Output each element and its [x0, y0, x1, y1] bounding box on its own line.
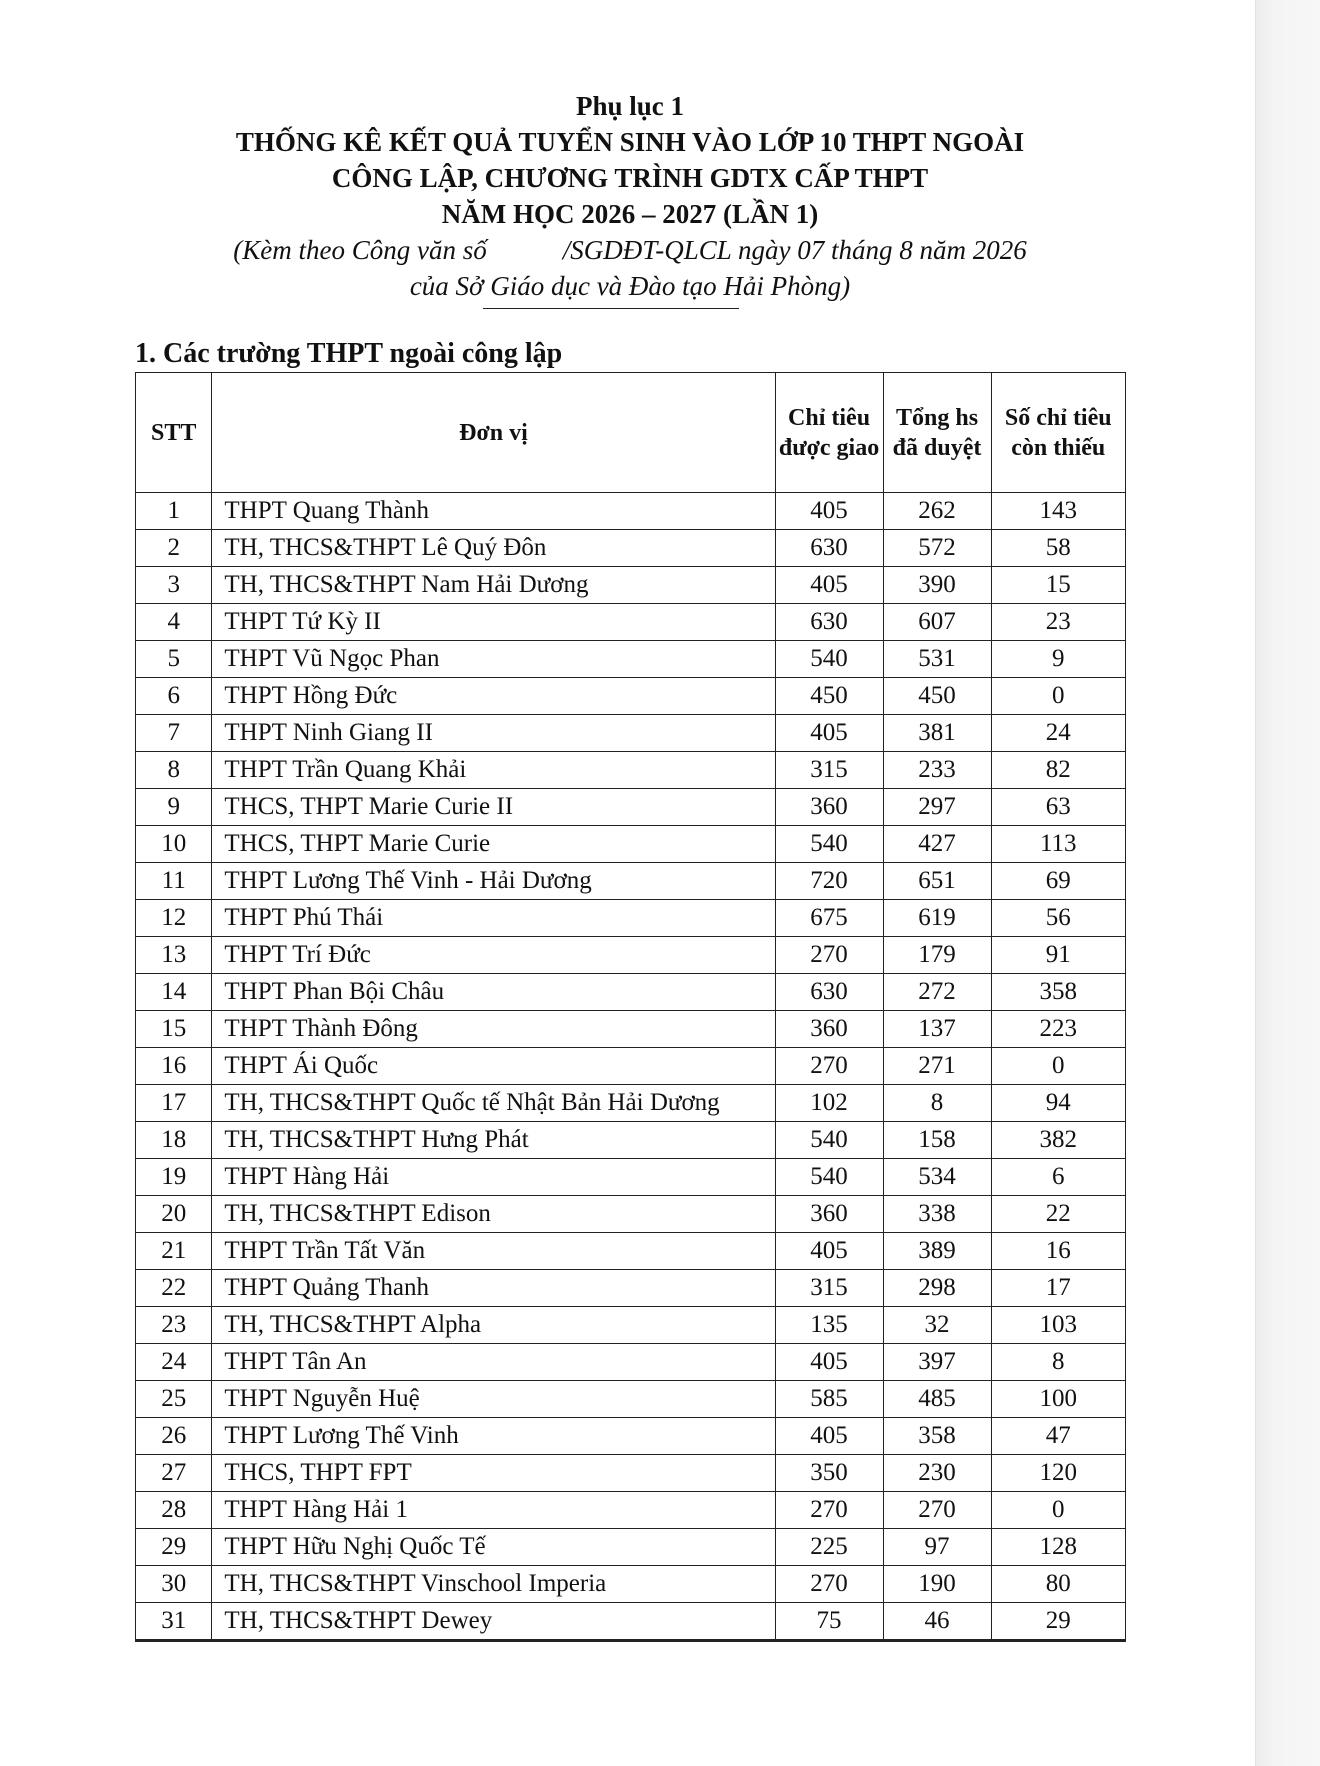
cell-total: 262: [883, 493, 991, 530]
cell-quota: 450: [775, 678, 883, 715]
cell-stt: 1: [136, 493, 212, 530]
cell-missing: 382: [991, 1122, 1125, 1159]
cell-total: 271: [883, 1048, 991, 1085]
cell-missing: 103: [991, 1307, 1125, 1344]
cell-stt: 8: [136, 752, 212, 789]
cell-missing: 100: [991, 1381, 1125, 1418]
cell-unit-name: THPT Hàng Hải 1: [212, 1492, 775, 1529]
cell-quota: 540: [775, 1122, 883, 1159]
cell-stt: 7: [136, 715, 212, 752]
reference-suffix: /SGDĐT-QLCL ngày 07 tháng 8 năm 2026: [562, 235, 1027, 265]
cell-quota: 315: [775, 1270, 883, 1307]
cell-total: 534: [883, 1159, 991, 1196]
cell-stt: 31: [136, 1603, 212, 1641]
cell-total: 607: [883, 604, 991, 641]
page-edge-shadow: [1255, 0, 1320, 1766]
cell-total: 46: [883, 1603, 991, 1641]
cell-missing: 22: [991, 1196, 1125, 1233]
reference-line-2: của Sở Giáo dục và Đào tạo Hải Phòng): [409, 271, 851, 301]
cell-quota: 270: [775, 937, 883, 974]
table-row: [136, 678, 1126, 715]
cell-unit-name: THPT Phú Thái: [212, 900, 775, 937]
cell-missing: 17: [991, 1270, 1125, 1307]
cell-unit-name: THPT Tứ Kỳ II: [212, 604, 775, 641]
cell-stt: 15: [136, 1011, 212, 1048]
cell-missing: 358: [991, 974, 1125, 1011]
cell-missing: 16: [991, 1233, 1125, 1270]
table-row: [136, 1455, 1126, 1492]
cell-unit-name: THPT Hữu Nghị Quốc Tế: [212, 1529, 775, 1566]
cell-stt: 14: [136, 974, 212, 1011]
cell-stt: 11: [136, 863, 212, 900]
cell-total: 158: [883, 1122, 991, 1159]
cell-stt: 25: [136, 1381, 212, 1418]
cell-stt: 28: [136, 1492, 212, 1529]
table-row: [136, 789, 1126, 826]
reference-line-1: [130, 232, 1130, 268]
cell-total: 572: [883, 530, 991, 567]
cell-unit-name: THPT Trần Tất Văn: [212, 1233, 775, 1270]
cell-total: 390: [883, 567, 991, 604]
cell-stt: 24: [136, 1344, 212, 1381]
cell-total: 272: [883, 974, 991, 1011]
cell-missing: 113: [991, 826, 1125, 863]
cell-total: 179: [883, 937, 991, 974]
header-total: Tổng hs đã duyệt: [883, 373, 991, 493]
cell-total: 619: [883, 900, 991, 937]
table-row: [136, 604, 1126, 641]
cell-missing: 63: [991, 789, 1125, 826]
title-line-1: THỐNG KÊ KẾT QUẢ TUYỂN SINH VÀO LỚP 10 THPT NGOÀI: [235, 127, 1025, 157]
cell-quota: 270: [775, 1566, 883, 1603]
table-row: [136, 1344, 1126, 1381]
cell-stt: 2: [136, 530, 212, 567]
cell-quota: 360: [775, 1196, 883, 1233]
table-row: [136, 1603, 1126, 1641]
cell-unit-name: THPT Thành Đông: [212, 1011, 775, 1048]
cell-missing: 56: [991, 900, 1125, 937]
cell-missing: 47: [991, 1418, 1125, 1455]
header-divider: [483, 308, 739, 309]
cell-stt: 26: [136, 1418, 212, 1455]
cell-total: 190: [883, 1566, 991, 1603]
document-header: [130, 88, 1130, 304]
cell-total: 427: [883, 826, 991, 863]
cell-total: 651: [883, 863, 991, 900]
cell-quota: 315: [775, 752, 883, 789]
table-row: [136, 1566, 1126, 1603]
cell-stt: 3: [136, 567, 212, 604]
cell-quota: 225: [775, 1529, 883, 1566]
cell-total: 137: [883, 1011, 991, 1048]
cell-quota: 270: [775, 1492, 883, 1529]
cell-stt: 22: [136, 1270, 212, 1307]
cell-unit-name: TH, THCS&THPT Lê Quý Đôn: [212, 530, 775, 567]
cell-missing: 24: [991, 715, 1125, 752]
cell-total: 270: [883, 1492, 991, 1529]
cell-missing: 143: [991, 493, 1125, 530]
cell-total: 397: [883, 1344, 991, 1381]
title-line-3: NĂM HỌC 2026 – 2027 (LẦN 1): [441, 199, 819, 229]
cell-unit-name: THPT Vũ Ngọc Phan: [212, 641, 775, 678]
cell-unit-name: THCS, THPT Marie Curie: [212, 826, 775, 863]
table-row: [136, 1122, 1126, 1159]
cell-total: 32: [883, 1307, 991, 1344]
table-header-row: [136, 373, 1126, 493]
table-row: [136, 974, 1126, 1011]
cell-quota: 540: [775, 641, 883, 678]
cell-quota: 270: [775, 1048, 883, 1085]
cell-quota: 405: [775, 493, 883, 530]
cell-unit-name: THPT Hồng Đức: [212, 678, 775, 715]
cell-quota: 630: [775, 974, 883, 1011]
cell-quota: 75: [775, 1603, 883, 1641]
cell-unit-name: THPT Phan Bội Châu: [212, 974, 775, 1011]
cell-quota: 585: [775, 1381, 883, 1418]
results-table: [135, 372, 1126, 1642]
table-row: [136, 1196, 1126, 1233]
table-row: [136, 1492, 1126, 1529]
cell-unit-name: TH, THCS&THPT Nam Hải Dương: [212, 567, 775, 604]
table-row: [136, 900, 1126, 937]
table-row: [136, 1085, 1126, 1122]
cell-missing: 128: [991, 1529, 1125, 1566]
table-row: [136, 1307, 1126, 1344]
cell-total: 389: [883, 1233, 991, 1270]
cell-unit-name: THCS, THPT FPT: [212, 1455, 775, 1492]
cell-stt: 19: [136, 1159, 212, 1196]
table-row: [136, 826, 1126, 863]
cell-unit-name: THPT Hàng Hải: [212, 1159, 775, 1196]
table-row: [136, 752, 1126, 789]
cell-quota: 405: [775, 715, 883, 752]
cell-unit-name: TH, THCS&THPT Hưng Phát: [212, 1122, 775, 1159]
table-row: [136, 1048, 1126, 1085]
reference-prefix: (Kèm theo Công văn số: [233, 235, 487, 265]
cell-stt: 18: [136, 1122, 212, 1159]
cell-stt: 10: [136, 826, 212, 863]
cell-unit-name: THPT Trí Đức: [212, 937, 775, 974]
cell-stt: 13: [136, 937, 212, 974]
cell-unit-name: THPT Nguyễn Huệ: [212, 1381, 775, 1418]
cell-unit-name: TH, THCS&THPT Alpha: [212, 1307, 775, 1344]
cell-unit-name: TH, THCS&THPT Dewey: [212, 1603, 775, 1641]
cell-quota: 405: [775, 567, 883, 604]
title-line-2: CÔNG LẬP, CHƯƠNG TRÌNH GDTX CẤP THPT: [331, 163, 929, 193]
cell-stt: 5: [136, 641, 212, 678]
cell-unit-name: TH, THCS&THPT Edison: [212, 1196, 775, 1233]
cell-quota: 540: [775, 1159, 883, 1196]
table-row: [136, 493, 1126, 530]
table-row: [136, 1381, 1126, 1418]
cell-missing: 0: [991, 1492, 1125, 1529]
table-row: [136, 937, 1126, 974]
header-unit: Đơn vị: [212, 373, 775, 493]
cell-missing: 6: [991, 1159, 1125, 1196]
header-missing: Số chỉ tiêu còn thiếu: [991, 373, 1125, 493]
cell-total: 485: [883, 1381, 991, 1418]
table-row: [136, 567, 1126, 604]
cell-missing: 69: [991, 863, 1125, 900]
cell-stt: 20: [136, 1196, 212, 1233]
cell-missing: 58: [991, 530, 1125, 567]
table-row: [136, 1529, 1126, 1566]
cell-missing: 80: [991, 1566, 1125, 1603]
cell-unit-name: THPT Tân An: [212, 1344, 775, 1381]
cell-quota: 405: [775, 1344, 883, 1381]
cell-total: 358: [883, 1418, 991, 1455]
cell-quota: 405: [775, 1418, 883, 1455]
cell-total: 97: [883, 1529, 991, 1566]
cell-missing: 29: [991, 1603, 1125, 1641]
cell-missing: 23: [991, 604, 1125, 641]
cell-missing: 0: [991, 1048, 1125, 1085]
cell-unit-name: TH, THCS&THPT Vinschool Imperia: [212, 1566, 775, 1603]
cell-stt: 12: [136, 900, 212, 937]
cell-quota: 720: [775, 863, 883, 900]
cell-stt: 16: [136, 1048, 212, 1085]
header-stt: STT: [136, 373, 212, 493]
table-row: [136, 641, 1126, 678]
cell-unit-name: THPT Ninh Giang II: [212, 715, 775, 752]
section-title: 1. Các trường THPT ngoài công lập: [135, 338, 563, 369]
cell-total: 298: [883, 1270, 991, 1307]
cell-quota: 360: [775, 1011, 883, 1048]
table-row: [136, 1270, 1126, 1307]
cell-quota: 630: [775, 530, 883, 567]
cell-quota: 350: [775, 1455, 883, 1492]
cell-quota: 675: [775, 900, 883, 937]
cell-unit-name: THPT Quang Thành: [212, 493, 775, 530]
cell-stt: 9: [136, 789, 212, 826]
table-row: [136, 1418, 1126, 1455]
table-row: [136, 715, 1126, 752]
cell-total: 338: [883, 1196, 991, 1233]
cell-unit-name: THPT Lương Thế Vinh - Hải Dương: [212, 863, 775, 900]
cell-missing: 0: [991, 678, 1125, 715]
cell-missing: 82: [991, 752, 1125, 789]
cell-missing: 94: [991, 1085, 1125, 1122]
cell-unit-name: THPT Trần Quang Khải: [212, 752, 775, 789]
cell-missing: 120: [991, 1455, 1125, 1492]
cell-stt: 4: [136, 604, 212, 641]
cell-missing: 223: [991, 1011, 1125, 1048]
header-quota: Chỉ tiêu được giao: [775, 373, 883, 493]
cell-unit-name: THPT Lương Thế Vinh: [212, 1418, 775, 1455]
cell-quota: 135: [775, 1307, 883, 1344]
cell-missing: 15: [991, 567, 1125, 604]
cell-quota: 360: [775, 789, 883, 826]
table-row: [136, 1233, 1126, 1270]
cell-total: 531: [883, 641, 991, 678]
cell-total: 381: [883, 715, 991, 752]
table-row: [136, 1159, 1126, 1196]
cell-unit-name: THPT Ái Quốc: [212, 1048, 775, 1085]
cell-quota: 102: [775, 1085, 883, 1122]
cell-total: 8: [883, 1085, 991, 1122]
appendix-label: Phụ lục 1: [575, 91, 685, 121]
cell-total: 230: [883, 1455, 991, 1492]
cell-stt: 17: [136, 1085, 212, 1122]
cell-total: 297: [883, 789, 991, 826]
cell-total: 450: [883, 678, 991, 715]
cell-stt: 21: [136, 1233, 212, 1270]
cell-stt: 30: [136, 1566, 212, 1603]
cell-unit-name: THPT Quảng Thanh: [212, 1270, 775, 1307]
table-row: [136, 530, 1126, 567]
cell-stt: 6: [136, 678, 212, 715]
cell-quota: 405: [775, 1233, 883, 1270]
cell-quota: 630: [775, 604, 883, 641]
cell-total: 233: [883, 752, 991, 789]
cell-stt: 29: [136, 1529, 212, 1566]
cell-quota: 540: [775, 826, 883, 863]
table-row: [136, 863, 1126, 900]
table-row: [136, 1011, 1126, 1048]
cell-unit-name: TH, THCS&THPT Quốc tế Nhật Bản Hải Dương: [212, 1085, 775, 1122]
cell-unit-name: THCS, THPT Marie Curie II: [212, 789, 775, 826]
cell-missing: 8: [991, 1344, 1125, 1381]
cell-missing: 91: [991, 937, 1125, 974]
cell-stt: 23: [136, 1307, 212, 1344]
cell-missing: 9: [991, 641, 1125, 678]
cell-stt: 27: [136, 1455, 212, 1492]
